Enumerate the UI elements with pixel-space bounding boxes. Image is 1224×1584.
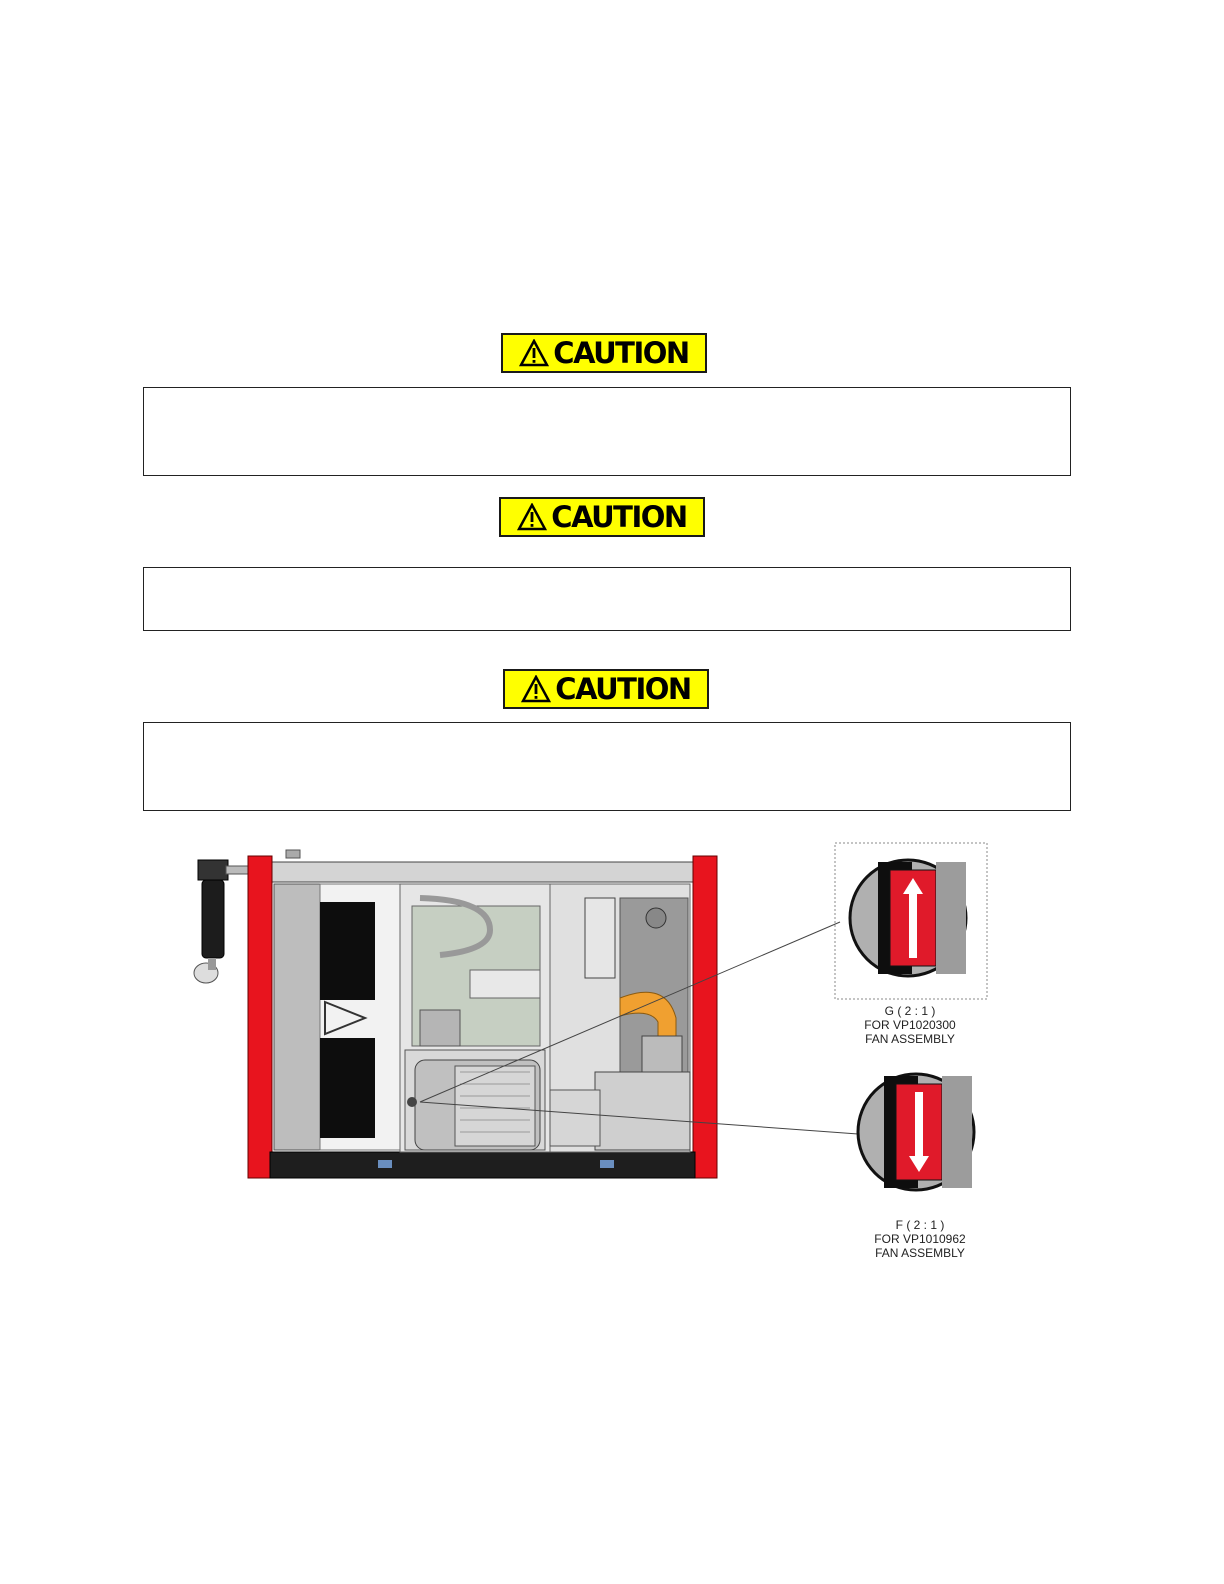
compressor-figure: [190, 840, 1010, 1270]
detail-g-circle: [850, 860, 966, 976]
detail-f-line1: FOR VP1010962: [874, 1232, 966, 1246]
compressor-drawing: [190, 840, 1010, 1270]
caution-label: CAUTION: [553, 335, 689, 370]
caution-text-box: [143, 387, 1071, 476]
caution-banner: [501, 333, 707, 373]
caution-label: CAUTION: [551, 499, 687, 534]
detail-f-circle: [858, 1074, 974, 1190]
warning-icon: [517, 503, 547, 531]
warning-icon: [521, 675, 551, 703]
detail-g-caption: [830, 1004, 990, 1046]
caution-banner: [499, 497, 705, 537]
detail-g-line1: FOR VP1020300: [864, 1018, 956, 1032]
detail-f-id: F ( 2 : 1 ): [895, 1218, 945, 1232]
detail-f-line2: FAN ASSEMBLY: [875, 1246, 965, 1260]
caution-text-box: [143, 567, 1071, 631]
caution-banner: [503, 669, 709, 709]
warning-icon: [519, 339, 549, 367]
detail-g-line2: FAN ASSEMBLY: [865, 1032, 955, 1046]
caution-label: CAUTION: [555, 671, 691, 706]
caution-text-box: [143, 722, 1071, 811]
detail-g-id: G ( 2 : 1 ): [884, 1004, 936, 1018]
detail-f-caption: [840, 1218, 1000, 1260]
air-filter: [194, 860, 250, 983]
